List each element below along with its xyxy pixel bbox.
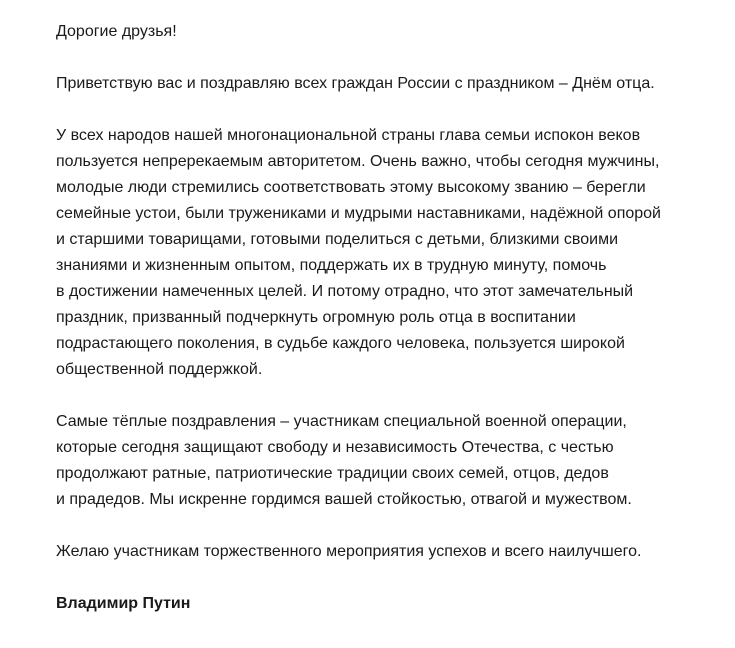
paragraph-line: праздник, призванный подчеркнуть огромную роль отца в воспитании (56, 309, 576, 326)
paragraph-line: Самые тёплые поздравления – участникам специальной военной операции, (56, 413, 627, 430)
paragraph-2 (56, 123, 696, 383)
signature: Владимир Путин (56, 595, 191, 612)
letter-body (56, 19, 696, 617)
paragraph-line: знаниями и жизненным опытом, поддержать их в трудную минуту, помочь (56, 257, 607, 274)
paragraph-line: и прадедов. Мы искренне гордимся вашей стойкостью, отвагой и мужеством. (56, 491, 632, 508)
greeting-text: Дорогие друзья! (56, 23, 177, 40)
paragraph-line: семейные устои, были тружениками и мудрыми наставниками, надёжной опорой (56, 205, 661, 222)
paragraph-line: Приветствую вас и поздравляю всех граждан России с праздником – Днём отца. (56, 75, 655, 92)
paragraph-line: пользуется непререкаемым авторитетом. Очень важно, чтобы сегодня мужчины, (56, 153, 660, 170)
paragraph-line: У всех народов нашей многонациональной страны глава семьи испокон веков (56, 127, 641, 144)
paragraph-line: подрастающего поколения, в судьбе каждого человека, пользуется широкой (56, 335, 625, 352)
paragraph-3 (56, 409, 696, 513)
paragraph-line: молодые люди стремились соответствовать этому высокому званию – берегли (56, 179, 646, 196)
paragraph-line: общественной поддержкой. (56, 361, 263, 378)
paragraph-line: Желаю участникам торжественного мероприятия успехов и всего наилучшего. (56, 543, 642, 560)
paragraph-line: и старшими товарищами, готовыми поделиться с детьми, близкими своими (56, 231, 619, 248)
paragraph-line: которые сегодня защищают свободу и независимость Отечества, с честью (56, 439, 614, 456)
paragraph-4 (56, 539, 696, 565)
paragraph-line: в достижении намеченных целей. И потому отрадно, что этот замечательный (56, 283, 634, 300)
paragraph-line: продолжают ратные, патриотические традиции своих семей, отцов, дедов (56, 465, 609, 482)
greeting (56, 19, 696, 45)
paragraph-1 (56, 71, 696, 97)
